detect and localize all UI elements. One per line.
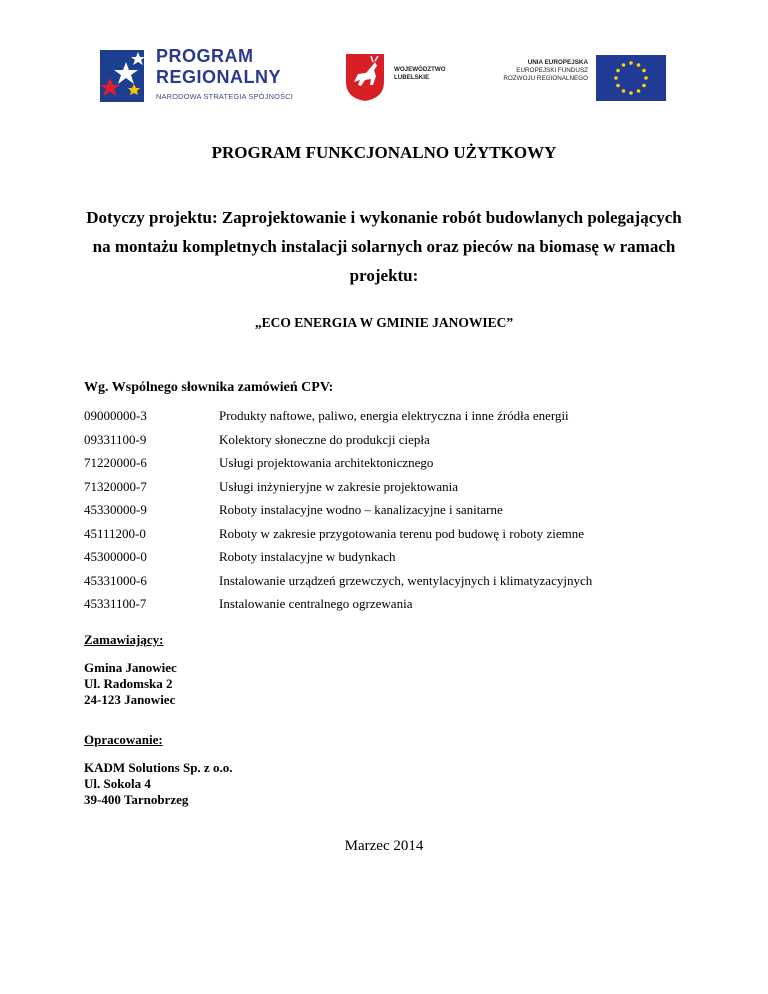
cpv-row	[84, 502, 704, 526]
cpv-row	[84, 573, 704, 597]
program-logo-line1: PROGRAM	[156, 46, 254, 66]
stars-flag-icon	[98, 44, 156, 108]
client-block	[84, 632, 177, 708]
client-city: 24-123 Janowiec	[84, 692, 176, 707]
cpv-description: Instalowanie centralnego ogrzewania	[219, 596, 413, 611]
cpv-code: 71320000-7	[84, 478, 147, 494]
cpv-description: Roboty instalacyjne w budynkach	[219, 549, 396, 564]
cpv-code: 45331000-6	[84, 572, 147, 588]
cpv-heading: Wg. Wspólnego słownika zamówień CPV:	[84, 380, 334, 395]
cpv-code: 45111200-0	[84, 525, 146, 541]
unia-europejska-logo	[486, 55, 666, 101]
prepared-by-block	[84, 732, 232, 808]
logo-bar	[0, 0, 768, 120]
cpv-row	[84, 455, 704, 479]
cpv-row	[84, 526, 704, 550]
cpv-description: Roboty instalacyjne wodno – kanalizacyjne i sanitarne	[219, 502, 503, 517]
cpv-description: Usługi projektowania architektonicznego	[219, 455, 434, 470]
cpv-description: Instalowanie urządzeń grzewczych, wentylacyjnych i klimatyzacyjnych	[219, 572, 593, 588]
cpv-code: 09331100-9	[84, 431, 147, 447]
eu-logo-line1: UNIA EUROPEJSKA	[527, 59, 588, 66]
program-logo-line3: NARODOWA STRATEGIA SPÓJNOŚCI	[156, 92, 294, 101]
cpv-description: Usługi inżynieryjne w zakresie projektowania	[219, 478, 458, 494]
cpv-row	[84, 596, 704, 620]
eu-logo-line2: EUROPEJSKI FUNDUSZ	[516, 67, 588, 74]
document-title: PROGRAM FUNKCJONALNO UŻYTKOWY	[211, 143, 557, 162]
cpv-description: Roboty w zakresie przygotowania terenu pod budowę i roboty ziemne	[219, 525, 584, 541]
client-street: Ul. Radomska 2	[84, 676, 173, 691]
prepared-by-heading: Opracowanie:	[84, 732, 163, 747]
cpv-code: 71220000-6	[84, 455, 147, 470]
lubelskie-logo-line2: LUBELSKIE	[394, 73, 430, 81]
program-logo-line2: REGIONALNY	[156, 67, 282, 87]
client-heading: Zamawiający:	[84, 632, 164, 647]
prepared-by-city: 39-400 Tarnobrzeg	[84, 792, 189, 807]
project-description: Dotyczy projektu: Zaprojektowanie i wykonanie robót budowlanych polegających na montażu kompletnych instalacji solarnych oraz pieców na biomasę w ramach projektu:	[86, 208, 682, 285]
eu-flag-icon	[596, 55, 666, 101]
lubelskie-coat-of-arms-icon	[344, 52, 386, 102]
cpv-row	[84, 408, 704, 432]
cpv-code: 45300000-0	[84, 549, 147, 564]
document-date: Marzec 2014	[344, 838, 424, 854]
lubelskie-logo-line1: WOJEWÓDZTWO	[394, 66, 446, 73]
cpv-code: 45331100-7	[84, 596, 147, 611]
eu-logo-line3: ROZWOJU REGIONALNEGO	[503, 75, 588, 82]
project-name: „ECO ENERGIA W GMINIE JANOWIEC”	[254, 315, 514, 330]
prepared-by-street: Ul. Sokola 4	[84, 776, 151, 791]
cpv-table	[84, 408, 704, 620]
cpv-code: 09000000-3	[84, 408, 147, 423]
cpv-row	[84, 432, 704, 456]
prepared-by-name: KADM Solutions Sp. z o.o.	[84, 760, 233, 775]
cpv-description: Kolektory słoneczne do produkcji ciepła	[219, 431, 430, 447]
wojewodztwo-lubelskie-logo	[344, 52, 464, 102]
client-name: Gmina Janowiec	[84, 660, 177, 675]
cpv-row	[84, 549, 704, 573]
program-regionalny-logo	[98, 44, 323, 108]
cpv-code: 45330000-9	[84, 502, 147, 517]
cpv-description: Produkty naftowe, paliwo, energia elektryczna i inne źródła energii	[219, 408, 569, 423]
cpv-row	[84, 479, 704, 503]
